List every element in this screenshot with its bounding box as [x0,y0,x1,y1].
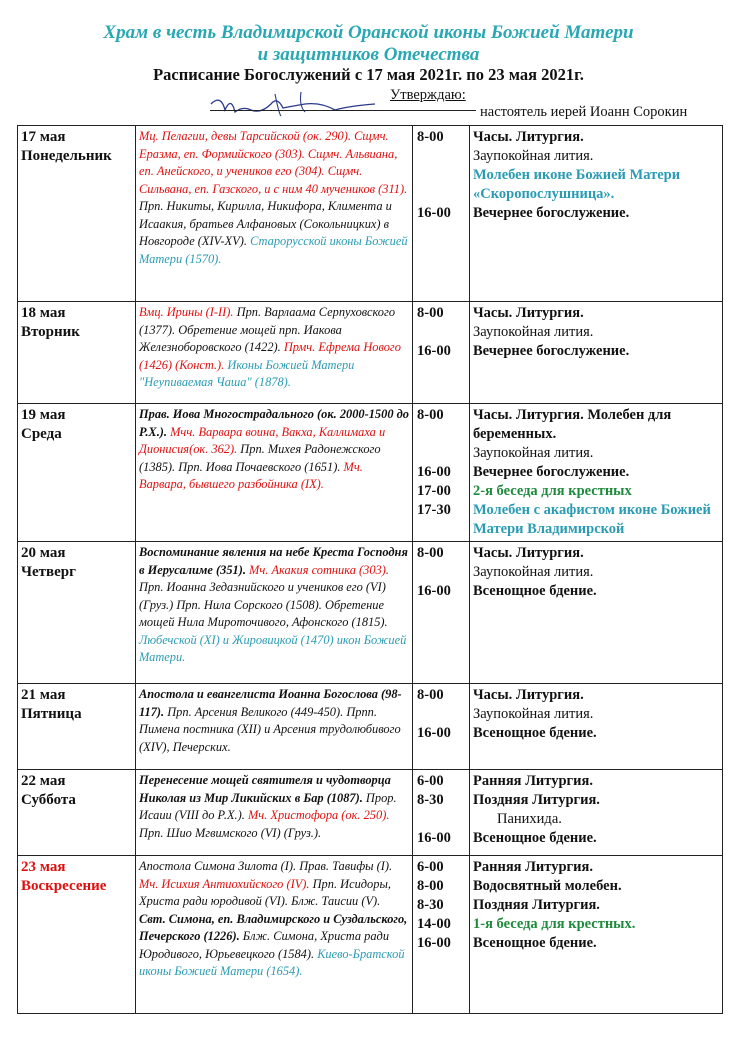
saint-entry: Апостола и евангелиста Иоанна Богослова (98-117). [139,687,402,719]
service-entry: Часы. Литургия. [473,545,584,561]
times-cell [413,542,470,684]
saint-entry: Киево-Братской иконы Божией Матери (1654). [139,946,405,978]
service-time [417,425,466,444]
schedule-title: Расписание Богослужений с 17 мая 2021г. по 23 мая 2021г. [153,65,584,84]
service-time [417,444,466,463]
day-cell [18,126,136,302]
service-time [417,166,466,185]
date: 19 мая [21,407,66,423]
saint-entry: Прмч. Ефрема Нового (1426) (Конст.). [139,340,401,372]
service-entry: Вечернее богослужение. [473,343,630,359]
service-time: 14-00 [417,916,451,932]
service-entry: Заупокойная лития. [473,706,594,722]
services-cell [470,856,723,1014]
service-time: 8-00 [417,878,444,894]
table-row [18,684,723,770]
service-entry: Всенощное бдение. [473,830,597,846]
saint-entry: Свт. Симона, еп. Владимирского и Суздальского, Печерского (1226). [139,911,408,943]
saint-entry: Мч. Исихия Антиохийского (IV). [139,876,310,891]
date: 22 мая [21,773,66,789]
weekday: Воскресение [21,878,107,894]
service-entry: Всенощное бдение. [473,935,597,951]
saints-cell [136,126,413,302]
service-time: 16-00 [417,725,451,741]
date: 20 мая [21,545,66,561]
day-cell [18,856,136,1014]
times-cell [413,302,470,404]
service-entry: Вечернее богослужение. [473,205,630,221]
service-time [417,705,466,724]
times-cell [413,770,470,856]
service-entry: Часы. Литургия. [473,305,584,321]
saint-entry: Мч. Акакия сотника (303). [245,562,389,577]
table-row [18,302,723,404]
saints-cell [136,856,413,1014]
services-cell [470,126,723,302]
service-entry: Заупокойная лития. [473,445,594,461]
saint-entry: Любечской (XI) и Жировицкой (1470) икон Божией Матери. [139,632,407,664]
service-time: 8-00 [417,687,444,703]
table-row [18,126,723,302]
times-cell [413,856,470,1014]
service-time [417,810,466,829]
service-time: 16-00 [417,830,451,846]
service-entry: Ранняя Литургия. [473,773,593,789]
service-entry: Панихида. [497,811,562,827]
signature-image [205,88,385,120]
service-time [417,185,466,204]
service-entry: Часы. Литургия. Молебен для беременных. [473,407,672,442]
approve-label: Утверждаю: [390,87,466,103]
saint-entry: Мц. Пелагии, девы Тарсийской (ок. 290). Сщмч. Еразма, еп. Формийского (303). Сщмч. Альвиана, еп. Анейского, и учеников его (304). Сщмч. Сильвана, еп. Газского, и с ним 40 мучеников (311). [139,129,408,196]
saint-entry: Иконы Божией Матери "Неупиваемая Чаша" (1878). [139,357,355,389]
times-cell [413,404,470,542]
saint-entry: Старорусской иконы Божией Матери (1570). [139,234,408,266]
service-entry: 1-я беседа для крестных. [473,916,636,932]
weekday: Четверг [21,564,76,580]
service-time: 8-30 [417,792,444,808]
weekday: Вторник [21,324,80,340]
saint-entry: Прп. Варлаама Серпуховского (1377). Обретение мощей прп. Иакова Железноборовского (1422). [139,305,396,354]
service-time: 8-00 [417,305,444,321]
service-time: 16-00 [417,464,451,480]
saint-entry: Прп. Иоанна Зедазнийского и учеников его (VI) (Груз.) Прп. Нила Сорского (1508). Обретение мощей Нила Мироточивого, Афонского (1815). [139,580,388,629]
saint-entry: Воспоминание явления на небе Креста Господня в Иерусалиме (351). [139,545,408,577]
weekday: Понедельник [21,148,112,164]
service-time [417,563,466,582]
day-cell [18,770,136,856]
table-row [18,404,723,542]
saints-cell [136,542,413,684]
service-time: 16-00 [417,343,451,359]
saints-cell [136,684,413,770]
date: 17 мая [21,129,66,145]
service-time: 16-00 [417,935,451,951]
saint-entry: Мч. Христофора (ок. 250). [244,808,390,822]
service-entry: Заупокойная лития. [473,324,594,340]
service-time: 8-00 [417,407,444,423]
times-cell [413,684,470,770]
service-entry: Ранняя Литургия. [473,859,593,875]
service-time [417,147,466,166]
service-entry: 2-я беседа для крестных [473,483,632,499]
service-entry: Вечернее богослужение. [473,464,630,480]
saint-entry: Апостола Симона Зилота (I). Прав. Тавифы (I). [139,859,393,873]
service-time: 16-00 [417,583,451,599]
saint-entry: Прп. Шио Мгвимского (VI) (Груз.). [139,825,322,840]
service-entry: Всенощное бдение. [473,583,597,599]
services-cell [470,770,723,856]
table-row [18,542,723,684]
weekday: Среда [21,426,62,442]
weekday: Пятница [21,706,82,722]
saint-entry: Прп. Арсения Великого (449-450). Прпп. Пимена постника (XII) и Арсения трудолюбивого (XIV), Печерских. [139,704,401,754]
church-name-line1: Храм в честь Владимирской Оранской иконы Божией Матери [103,22,634,43]
saint-entry: Блж. Симона, Христа ради Юродивого, Юрьевецкого (1584). [139,929,390,961]
service-entry: Водосвятный молебен. [473,878,622,894]
services-cell [470,404,723,542]
service-time: 6-00 [417,773,444,789]
saints-cell [136,404,413,542]
saint-entry: Перенесение мощей святителя и чудотворца Николая из Мир Ликийских в Бар (1087). [139,773,391,805]
date: 21 мая [21,687,66,703]
service-entry: Всенощное бдение. [473,725,597,741]
service-time [417,323,466,342]
saint-entry: Мчч. Варвара воина, Вакха, Каллимаха и Дионисия(ок. 362). [139,424,386,456]
service-entry: Часы. Литургия. [473,687,584,703]
day-cell [18,542,136,684]
day-cell [18,302,136,404]
day-cell [18,404,136,542]
service-entry: Заупокойная лития. [473,148,594,164]
services-cell [470,684,723,770]
service-time: 17-00 [417,483,451,499]
service-entry: Заупокойная лития. [473,564,594,580]
service-time: 8-30 [417,897,444,913]
saint-entry: Вмц. Ирины (I-II). [139,305,234,319]
service-time: 17-30 [417,502,451,518]
day-cell [18,684,136,770]
service-time: 8-00 [417,129,444,145]
service-entry: Молебен с акафистом иконе Божией Матери Владимирской [473,502,711,537]
service-entry: Часы. Литургия. [473,129,584,145]
saint-entry: Прп. Никиты, Кирилла, Никифора, Климента и Исаакия, братьев Алфановых (Сокольницких) в Новгороде (XIV-XV). [139,199,392,248]
weekday: Суббота [21,792,76,808]
saint-entry: Прп. Исидоры, Христа ради юродивой (VI). Блж. Таисии (V). [139,876,391,908]
service-time: 16-00 [417,205,451,221]
saints-cell [136,770,413,856]
priest-name: настоятель иерей Иоанн Сорокин [480,104,688,120]
saint-entry: Прп. Михея Радонежского (1385). Прп. Иова Почаевского (1651). [139,442,381,474]
service-entry: Поздняя Литургия. [473,897,600,913]
times-cell [413,126,470,302]
church-name-line2: и защитников Отечества [257,44,480,65]
signature-line [210,110,476,111]
table-row [18,856,723,1014]
service-time: 6-00 [417,859,444,875]
saint-entry: Прав. Иова Многострадального (ок. 2000-1500 до Р.Х.). [139,407,409,439]
service-entry: Поздняя Литургия. [473,792,600,808]
service-time: 8-00 [417,545,444,561]
saints-cell [136,302,413,404]
schedule-table [17,125,723,1014]
saint-entry: Мч. Варвара, бывшего разбойника (IX). [139,459,363,491]
date: 18 мая [21,305,66,321]
table-row [18,770,723,856]
service-entry: Молебен иконе Божией Матери «Скоропослушница». [473,167,681,202]
date: 23 мая [21,859,66,875]
services-cell [470,302,723,404]
services-cell [470,542,723,684]
saint-entry: Прор. Исаии (VIII до Р.Х.). [139,790,397,822]
